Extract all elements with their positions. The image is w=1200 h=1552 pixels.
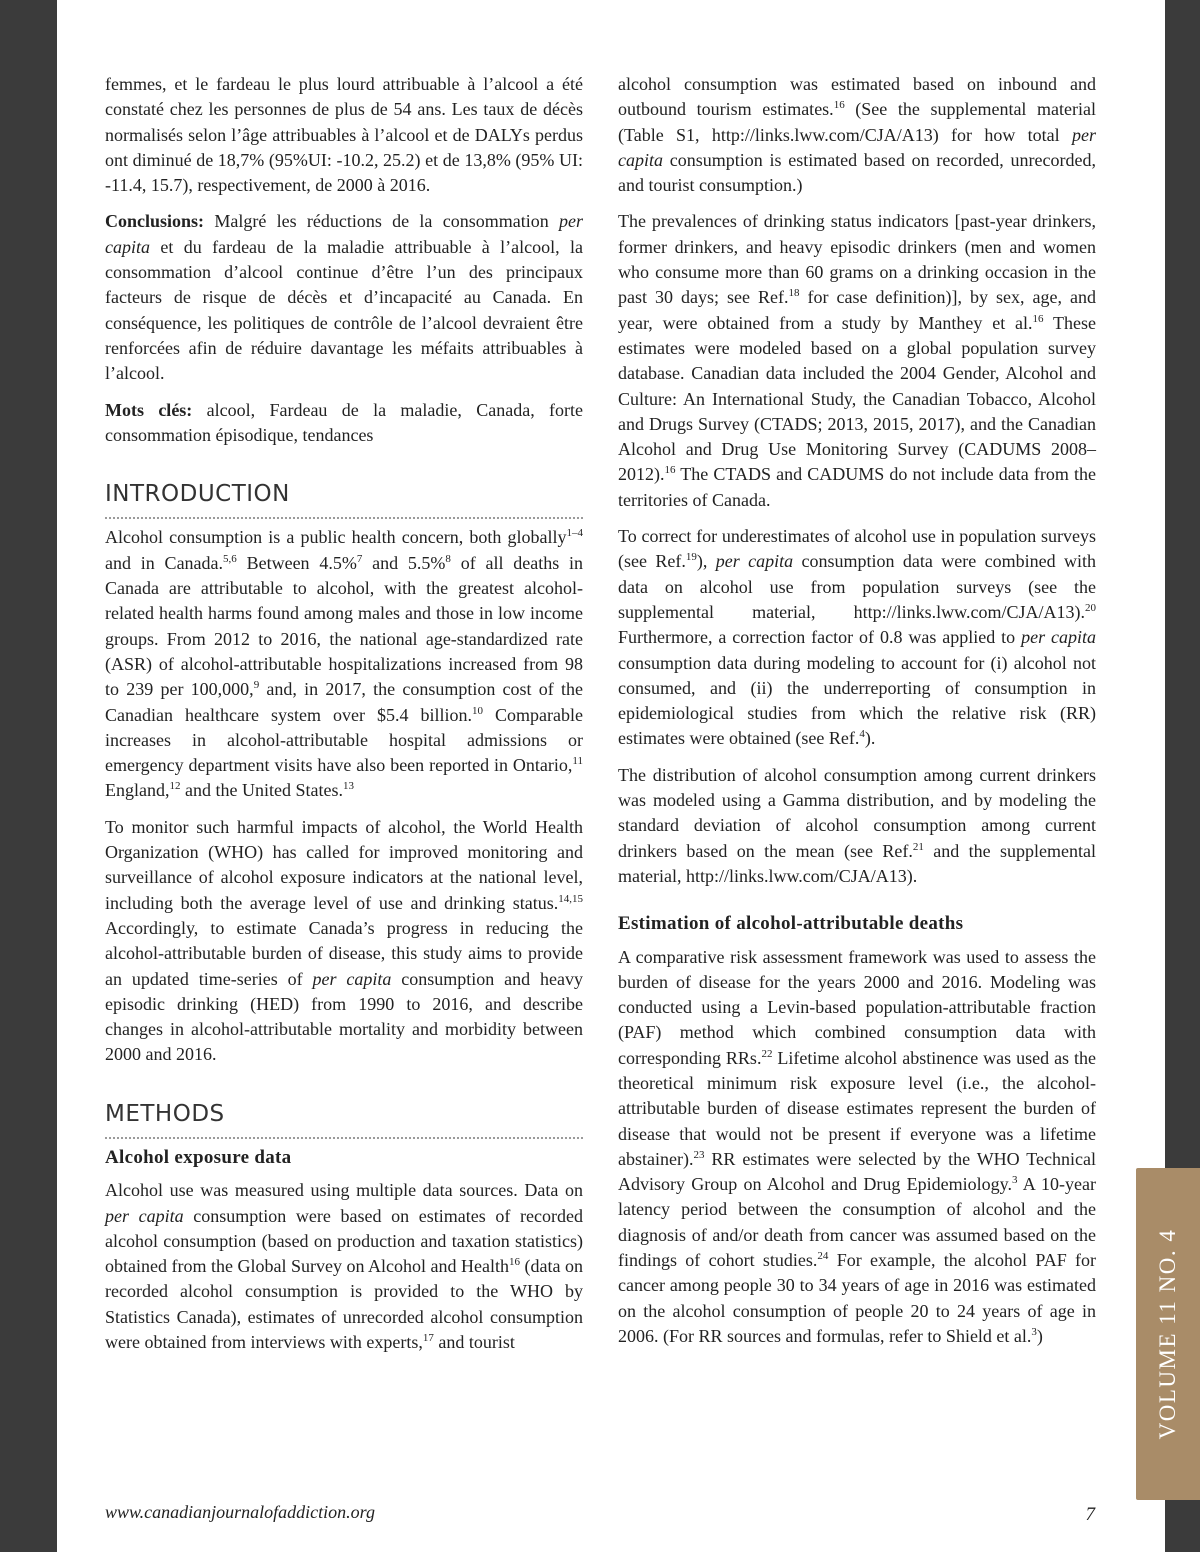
attributable-deaths-paragraph bbox=[618, 945, 1096, 1350]
text-run: alcohol consumption was estimated based on inbound and outbound tourism estimates. bbox=[618, 74, 1096, 120]
text-run: To correct for underestimates of alcohol use in population surveys (see Ref. bbox=[618, 526, 1096, 572]
citation: 21 bbox=[912, 840, 924, 853]
italic-run: per capita bbox=[105, 211, 583, 257]
introduction-paragraph-1 bbox=[105, 525, 583, 803]
citation: 5,6 bbox=[223, 552, 237, 565]
alcohol-exposure-subheading: Alcohol exposure data bbox=[105, 1146, 292, 1168]
page-number: 7 bbox=[1085, 1504, 1095, 1525]
text-run: Alcohol use was measured using multiple data sources. Data on bbox=[105, 1180, 583, 1201]
citation: 24 bbox=[817, 1250, 829, 1263]
text-run: Lifetime alcohol abstinence was used as the theoretical minimum risk exposure level (i.e., the alcohol-attributable burden of disease estimates represent the burden of disease that would not be present if everyone was a lifetime abstainer). bbox=[618, 1047, 1096, 1169]
text-run: for case definition)], by sex, age, and year, were obtained from a study by Manthey et al. bbox=[618, 287, 1096, 333]
citation: 16 bbox=[1032, 312, 1044, 325]
text-run: consumption data during modeling to account for (i) alcohol not consumed, and (ii) the underreporting of consumption in epidemiological studies from which the relative risk (RR) estimates were obtained (see Ref. bbox=[618, 652, 1096, 749]
italic-run: per capita bbox=[618, 124, 1096, 170]
introduction-heading: INTRODUCTION bbox=[105, 482, 583, 519]
text-run: consumption data were combined with data on alcohol use from population surveys (see the supplemental material, http://links.lww.com/CJA/A13). bbox=[618, 551, 1096, 622]
citation: 16 bbox=[509, 1256, 520, 1269]
text-run: and the supplemental material, http://links.lww.com/CJA/A13). bbox=[618, 840, 1096, 886]
italic-run: per capita bbox=[312, 968, 392, 989]
volume-label: VOLUME 11 NO. 4 bbox=[1155, 1228, 1180, 1440]
text-run: and tourist bbox=[433, 1332, 515, 1353]
conclusions-label: Conclusions: bbox=[105, 211, 205, 232]
text-run: ) bbox=[1036, 1325, 1043, 1346]
correction-paragraph bbox=[618, 524, 1096, 752]
attributable-deaths-subheading: Estimation of alcohol-attributable deaths bbox=[618, 913, 964, 935]
keywords-paragraph bbox=[105, 398, 583, 449]
citation: 22 bbox=[761, 1047, 773, 1060]
text-run: A 10-year latency period between the consumption of alcohol and the diagnosis of and/or death from cancer was assumed based on the findings of cohort studies. bbox=[618, 1174, 1097, 1271]
text-run: For example, the alcohol PAF for cancer among people 30 to 34 years of age in 2016 was estimated on the alcohol consumption of people 20 to 24 years of age in 2006. (For RR sources and formulas, refer to Shield et al. bbox=[618, 1250, 1096, 1346]
methods-heading: METHODS bbox=[105, 1102, 583, 1139]
right-column bbox=[618, 72, 1096, 1360]
text-run: of all deaths in Canada are attributable to alcohol, with the greatest alcohol-related health harms found among males and those in low income groups. From 2012 to 2016, the national age-standardized rate (ASR) of alcohol-attributable hospitalizations increased from 98 to 239 per 100,000, bbox=[105, 552, 584, 700]
citation: 16 bbox=[664, 464, 676, 477]
text-run: The distribution of alcohol consumption among current drinkers was modeled using a Gamma distribution, and by modeling the standard deviation of alcohol consumption among current drinkers based on the mean (see Ref. bbox=[618, 764, 1096, 861]
citation: 19 bbox=[685, 551, 697, 564]
citation: 12 bbox=[169, 780, 181, 793]
text-run: A comparative risk assessment framework was used to assess the burden of disease for the years 2000 and 2016. Modeling was conducted using a Levin-based population-attributable fraction (PAF) method which combined consumption data with corresponding RRs. bbox=[618, 946, 1096, 1068]
citation: 9 bbox=[253, 679, 260, 692]
footer-url-link[interactable]: www.canadianjournalofaddiction.org bbox=[105, 1502, 376, 1522]
text-run: and 5.5% bbox=[362, 552, 446, 573]
text-run: alcool, Fardeau de la maladie, Canada, forte consommation épisodique, tendances bbox=[105, 399, 584, 445]
text-run: ), bbox=[696, 551, 716, 572]
text-run: ). bbox=[864, 728, 876, 749]
text-run: consumption and heavy episodic drinking (HED) from 1990 to 2016, and describe changes in alcohol-attributable mortality and morbidity between 2000 and 2016. bbox=[105, 968, 583, 1065]
text-run: (data on recorded alcohol consumption is provided to the WHO by Statistics Canada), estimates of unrecorded alcohol consumption were obtained from interviews with experts, bbox=[105, 1256, 583, 1353]
text-run: consumption is estimated based on recorded, unrecorded, and tourist consumption.) bbox=[618, 149, 1096, 196]
conclusions-paragraph bbox=[105, 209, 583, 386]
citation: 16 bbox=[833, 99, 845, 112]
italic-run: per capita bbox=[715, 551, 794, 572]
italic-run: per capita bbox=[105, 1205, 184, 1226]
methods-paragraph-1 bbox=[105, 1178, 583, 1355]
introduction-paragraph-2 bbox=[105, 815, 583, 1068]
text-run: RR estimates were selected by the WHO Technical Advisory Group on Alcohol and Drug Epidemiology. bbox=[618, 1148, 1096, 1195]
text-run: The CTADS and CADUMS do not include data from the territories of Canada. bbox=[618, 464, 1096, 510]
text-run: Accordingly, to estimate Canada’s progress in reducing the alcohol-attributable burden of disease, this study aims to provide an updated time-series of bbox=[105, 917, 583, 989]
text-run: Alcohol consumption is a public health concern, both globally bbox=[105, 527, 567, 548]
left-column bbox=[105, 72, 583, 1366]
text-run: (See the supplemental material (Table S1, http://links.lww.com/CJA/A13) for how total bbox=[618, 99, 1096, 145]
citation: 7 bbox=[356, 552, 363, 565]
methods-continuation bbox=[618, 72, 1096, 198]
drinking-status-paragraph bbox=[618, 209, 1096, 513]
italic-run: per capita bbox=[1021, 627, 1096, 648]
citation: 13 bbox=[342, 780, 354, 793]
citation: 3 bbox=[1031, 1325, 1037, 1338]
citation: 23 bbox=[693, 1148, 705, 1161]
journal-page bbox=[57, 0, 1165, 1552]
text-run: Between 4.5% bbox=[236, 552, 357, 573]
volume-side-tab bbox=[1136, 1168, 1200, 1500]
citation: 14,15 bbox=[558, 892, 583, 905]
text-run: England, bbox=[105, 780, 170, 801]
text-run: Comparable increases in alcohol-attributable hospital admissions or emergency department visits have also been reported in Ontario, bbox=[105, 704, 583, 776]
text-run: and, in 2017, the consumption cost of the Canadian healthcare system over $5.4 billion. bbox=[105, 679, 583, 725]
text-run: and in Canada. bbox=[105, 552, 224, 573]
text-run: The prevalences of drinking status indicators [past-year drinkers, former drinkers, and heavy episodic drinkers (men and women who consume more than 60 grams on a drinking occasion in the past 30 days; see Ref. bbox=[618, 211, 1096, 308]
citation: 1–4 bbox=[566, 527, 583, 540]
distribution-paragraph bbox=[618, 763, 1096, 889]
citation: 4 bbox=[859, 728, 865, 741]
citation: 3 bbox=[1011, 1174, 1018, 1187]
keywords-label: Mots clés: bbox=[105, 399, 193, 420]
citation: 11 bbox=[572, 755, 583, 768]
text-run: Malgré les réductions de la consommation bbox=[204, 211, 559, 232]
text-run: consumption were based on estimates of recorded alcohol consumption (based on production and taxation statistics) obtained from the Global Survey on Alcohol and Health bbox=[105, 1205, 583, 1277]
abstract-continuation: femmes, et le fardeau le plus lourd attribuable à l’alcool a été constaté chez les personnes de plus de 54 ans. Les taux de décès normalisés selon l’âge attribuables à l’alcool et de DALYs perdus ont diminué de 18,7% (95%UI: -10.2, 25.2) et de 13,8% (95% UI: -11.4, 15.7), respectivement, de 2000 à 2016. bbox=[105, 74, 583, 196]
citation: 8 bbox=[445, 552, 451, 565]
text-run: and the United States. bbox=[180, 780, 343, 801]
text-run: To monitor such harmful impacts of alcohol, the World Health Organization (WHO) has called for improved monitoring and surveillance of alcohol exposure indicators at the national level, including both the average level of use and drinking status. bbox=[105, 816, 583, 913]
citation: 17 bbox=[422, 1332, 434, 1345]
citation: 20 bbox=[1085, 601, 1096, 614]
text-run: et du fardeau de la maladie attribuable à l’alcool, la consommation d’alcool continue d’être l’un des principaux facteurs de risque de décès et d’incapacité au Canada. En conséquence, les politiques de contrôle de l’alcool devraient être renforcées afin de réduire davantage les méfaits attribuables à l’alcool. bbox=[105, 236, 583, 384]
citation: 10 bbox=[472, 704, 483, 717]
text-run: Furthermore, a correction factor of 0.8 was applied to bbox=[618, 627, 1022, 648]
text-run: These estimates were modeled based on a global population survey database. Canadian data included the 2004 Gender, Alcohol and Culture: An International Study, the Canadian Tobacco, Alcohol and Drugs Survey (CTADS; 2013, 2015, 2017), and the Canadian Alcohol and Drug Use Monitoring Survey (CADUMS 2008–2012). bbox=[618, 312, 1097, 485]
citation: 18 bbox=[788, 287, 800, 300]
